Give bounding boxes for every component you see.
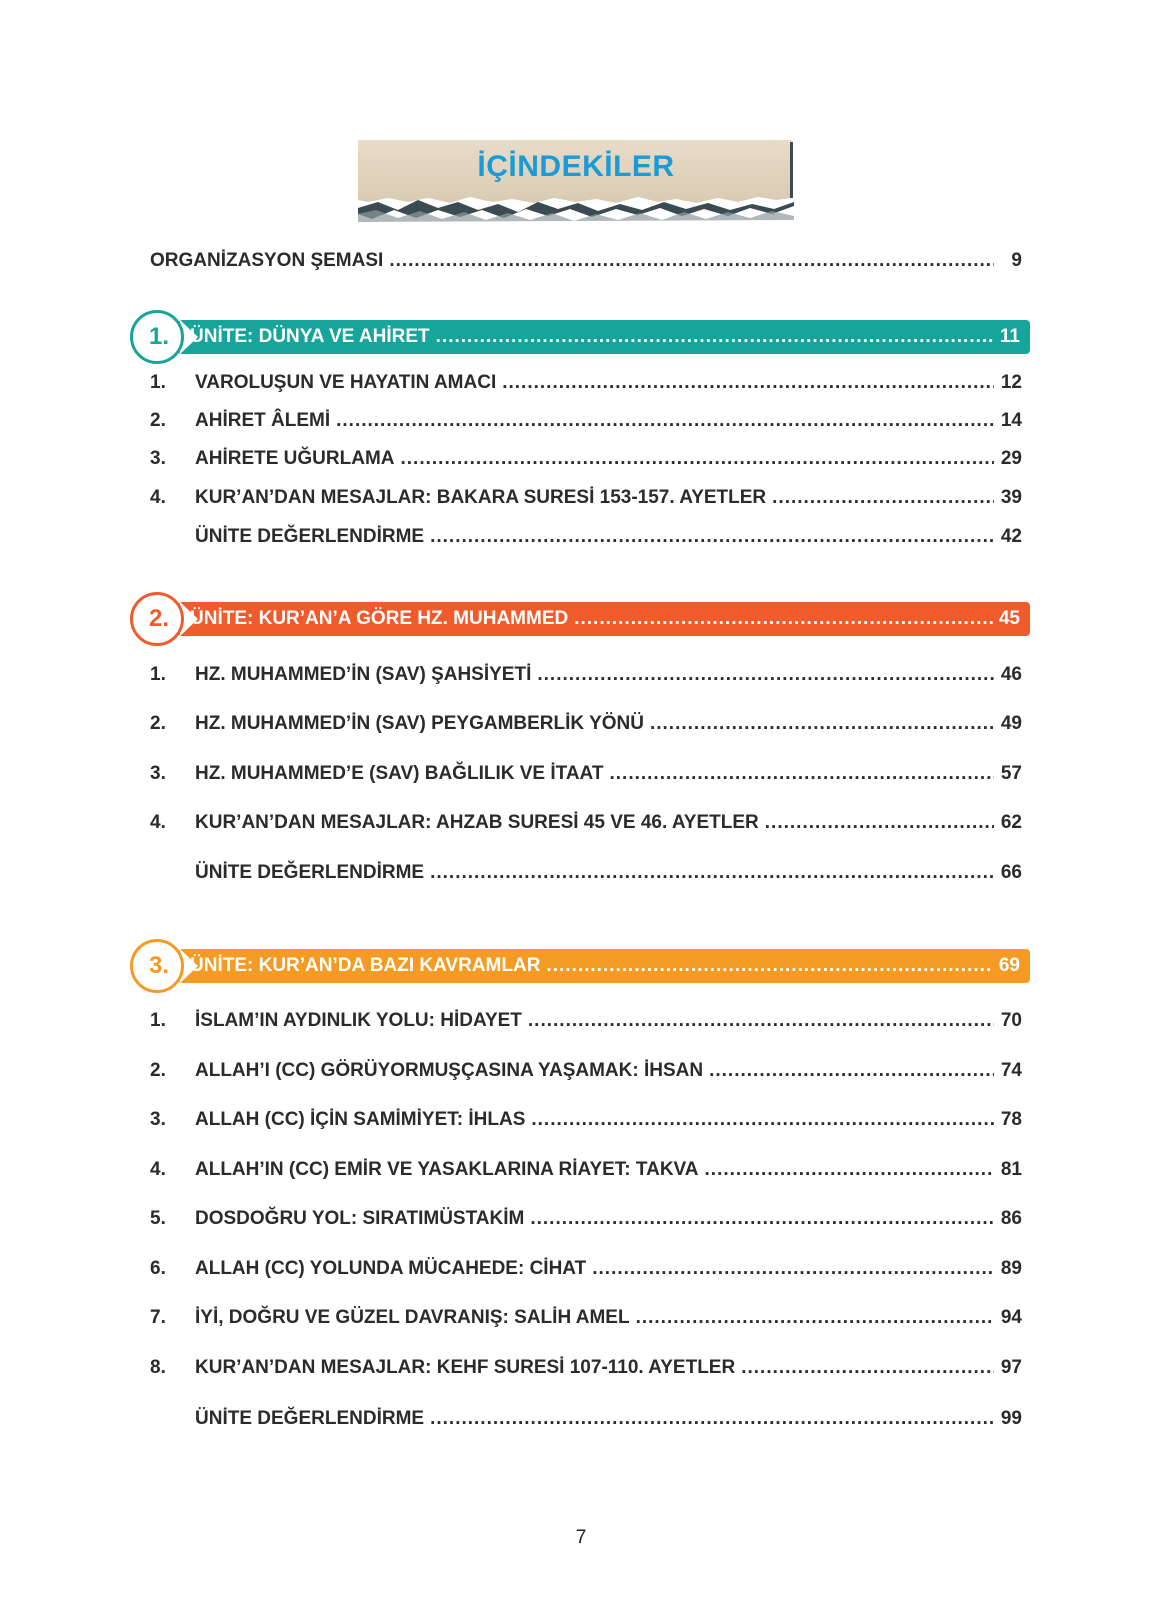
toc-page: 62 xyxy=(1000,812,1022,833)
toc-label: HZ. MUHAMMED’E (SAV) BAĞLILIK VE İTAAT xyxy=(195,763,604,784)
toc-row[interactable] xyxy=(150,487,1022,511)
toc-page: 74 xyxy=(1000,1060,1022,1081)
dot-leader xyxy=(430,526,994,548)
toc-page: 12 xyxy=(1000,372,1022,393)
unit-label: ÜNİTE: KUR’AN’DA BAZI KAVRAMLAR xyxy=(190,955,541,976)
toc-label: KUR’AN’DAN MESAJLAR: AHZAB SURESİ 45 VE 46. AYETLER xyxy=(195,812,759,833)
toc-row-unit-evaluation[interactable] xyxy=(150,1408,1022,1432)
dot-leader xyxy=(502,372,994,394)
toc-row[interactable] xyxy=(150,1109,1022,1133)
toc-row-unit-evaluation[interactable] xyxy=(150,862,1022,886)
unit-number: 2. xyxy=(148,605,169,632)
toc-number: 1. xyxy=(150,664,166,685)
toc-label: VAROLUŞUN VE HAYATIN AMACI xyxy=(195,372,497,393)
dot-leader xyxy=(389,250,994,272)
unit-header-2[interactable] xyxy=(130,592,1030,646)
unit-label: ÜNİTE: KUR’AN’A GÖRE HZ. MUHAMMED xyxy=(190,608,569,629)
toc-row[interactable] xyxy=(150,448,1022,472)
dot-leader xyxy=(709,1060,994,1082)
dot-leader xyxy=(765,812,994,834)
toc-label: ÜNİTE DEĞERLENDİRME xyxy=(195,1408,425,1429)
toc-label: DOSDOĞRU YOL: SIRATIMÜSTAKİM xyxy=(195,1208,525,1229)
toc-label: ALLAH’I (CC) GÖRÜYORMUŞÇASINA YAŞAMAK: İHSAN xyxy=(195,1060,704,1081)
unit-number: 3. xyxy=(148,952,169,979)
toc-label: AHİRETE UĞURLAMA xyxy=(195,448,395,469)
toc-page: 29 xyxy=(1000,448,1022,469)
toc-row-organization[interactable] xyxy=(150,250,1022,274)
toc-page: 97 xyxy=(1000,1357,1022,1378)
dot-leader xyxy=(546,955,992,977)
toc-page: 99 xyxy=(1000,1408,1022,1429)
dot-leader xyxy=(537,664,994,686)
toc-label: İYİ, DOĞRU VE GÜZEL DAVRANIŞ: SALİH AMEL xyxy=(195,1307,630,1328)
dot-leader xyxy=(531,1109,994,1131)
unit-page: 69 xyxy=(998,955,1020,976)
toc-page: 89 xyxy=(1000,1258,1022,1279)
dot-leader xyxy=(636,1307,994,1329)
toc-number: 7. xyxy=(150,1307,166,1328)
dot-leader xyxy=(430,1408,994,1430)
toc-page: 94 xyxy=(1000,1307,1022,1328)
toc-row[interactable] xyxy=(150,1159,1022,1183)
toc-page: 49 xyxy=(1000,713,1022,734)
toc-row[interactable] xyxy=(150,713,1022,737)
toc-number: 4. xyxy=(150,1159,166,1180)
unit-page: 45 xyxy=(998,608,1020,629)
toc-label: ALLAH (CC) YOLUNDA MÜCAHEDE: CİHAT xyxy=(195,1258,587,1279)
toc-page: 14 xyxy=(1000,410,1022,431)
toc-label: ÜNİTE DEĞERLENDİRME xyxy=(195,526,425,547)
toc-row[interactable] xyxy=(150,763,1022,787)
toc-number: 4. xyxy=(150,812,166,833)
toc-label: KUR’AN’DAN MESAJLAR: BAKARA SURESİ 153-157. AYETLER xyxy=(195,487,767,508)
dot-leader xyxy=(592,1258,994,1280)
dot-leader xyxy=(430,862,994,884)
page-number: 7 xyxy=(575,1527,587,1548)
toc-label: İSLAM’IN AYDINLIK YOLU: HİDAYET xyxy=(195,1010,522,1031)
toc-page: 66 xyxy=(1000,862,1022,883)
page-title: İÇİNDEKİLER xyxy=(477,150,675,183)
unit-header-1[interactable] xyxy=(130,310,1030,364)
dot-leader xyxy=(705,1159,994,1181)
toc-number: 5. xyxy=(150,1208,166,1229)
toc-page: 9 xyxy=(1011,250,1022,271)
dot-leader xyxy=(741,1357,994,1379)
toc-page: 39 xyxy=(1000,487,1022,508)
toc-label: ORGANİZASYON ŞEMASI xyxy=(150,250,384,271)
toc-page: 70 xyxy=(1000,1010,1022,1031)
unit-header-3[interactable] xyxy=(130,939,1030,993)
toc-page: 57 xyxy=(1000,763,1022,784)
toc-row[interactable] xyxy=(150,664,1022,688)
toc-row-unit-evaluation[interactable] xyxy=(150,526,1022,550)
unit-band xyxy=(178,320,1030,354)
toc-label: KUR’AN’DAN MESAJLAR: KEHF SURESİ 107-110. AYETLER xyxy=(195,1357,736,1378)
toc-number: 4. xyxy=(150,487,166,508)
toc-row[interactable] xyxy=(150,410,1022,434)
toc-row[interactable] xyxy=(150,1307,1022,1331)
toc-number: 2. xyxy=(150,713,166,734)
toc-row[interactable] xyxy=(150,1010,1022,1034)
dot-leader xyxy=(436,326,994,348)
unit-label: ÜNİTE: DÜNYA VE AHİRET xyxy=(190,326,430,347)
toc-page: 81 xyxy=(1000,1159,1022,1180)
toc-number: 8. xyxy=(150,1357,166,1378)
dot-leader xyxy=(574,608,993,630)
toc-row[interactable] xyxy=(150,1258,1022,1282)
toc-label: AHİRET ÂLEMİ xyxy=(195,410,331,431)
toc-label: ALLAH’IN (CC) EMİR VE YASAKLARINA RİAYET: TAKVA xyxy=(195,1159,699,1180)
toc-page: 46 xyxy=(1000,664,1022,685)
dot-leader xyxy=(528,1010,994,1032)
unit-band xyxy=(178,949,1030,983)
dot-leader xyxy=(772,487,994,509)
dot-leader xyxy=(401,448,995,470)
dot-leader xyxy=(609,763,994,785)
toc-page: 42 xyxy=(1000,526,1022,547)
dot-leader xyxy=(650,713,994,735)
toc-row[interactable] xyxy=(150,812,1022,836)
toc-row[interactable] xyxy=(150,1357,1022,1381)
toc-row[interactable] xyxy=(150,1060,1022,1084)
toc-label: HZ. MUHAMMED’İN (SAV) ŞAHSİYETİ xyxy=(195,664,532,685)
dot-leader xyxy=(530,1208,994,1230)
unit-band xyxy=(178,602,1030,636)
toc-number: 1. xyxy=(150,1010,166,1031)
title-banner xyxy=(358,140,794,226)
toc-page: 86 xyxy=(1000,1208,1022,1229)
toc-label: ALLAH (CC) İÇİN SAMİMİYET: İHLAS xyxy=(195,1109,526,1130)
toc-number: 6. xyxy=(150,1258,166,1279)
toc-label: ÜNİTE DEĞERLENDİRME xyxy=(195,862,425,883)
toc-number: 3. xyxy=(150,448,166,469)
toc-number: 3. xyxy=(150,1109,166,1130)
toc-label: HZ. MUHAMMED’İN (SAV) PEYGAMBERLİK YÖNÜ xyxy=(195,713,644,734)
toc-page: 78 xyxy=(1000,1109,1022,1130)
toc-number: 2. xyxy=(150,410,166,431)
dot-leader xyxy=(336,410,994,432)
unit-page: 11 xyxy=(999,326,1020,347)
toc-row[interactable] xyxy=(150,372,1022,396)
toc-number: 1. xyxy=(150,372,166,393)
unit-number: 1. xyxy=(148,323,169,350)
toc-row[interactable] xyxy=(150,1208,1022,1232)
toc-number: 2. xyxy=(150,1060,166,1081)
toc-number: 3. xyxy=(150,763,166,784)
